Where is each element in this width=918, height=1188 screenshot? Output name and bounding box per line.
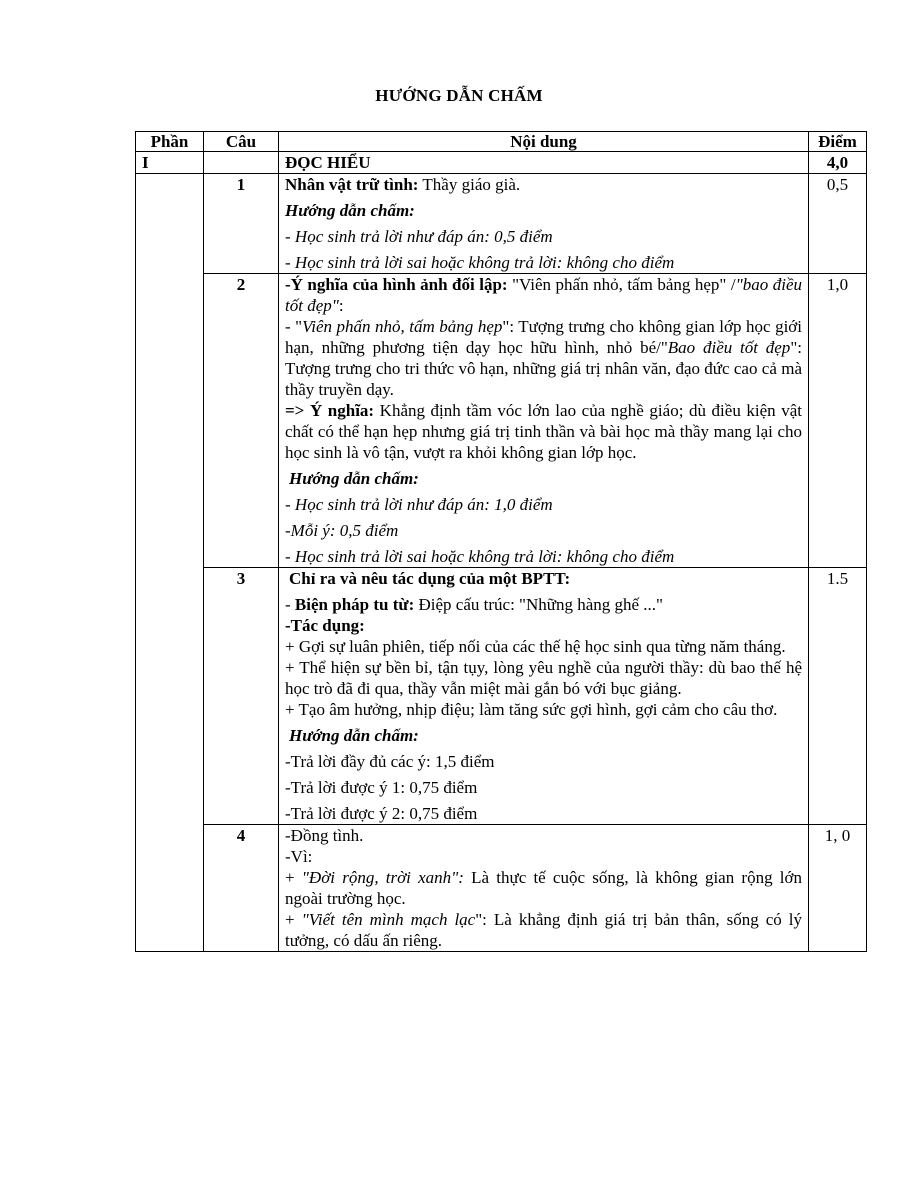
q2-guide-2: -Mỗi ý: 0,5 điểm: [285, 521, 399, 540]
q2-p1-b: ": Tượng trưng cho không gian lớp học giới hạn, những phương tiện dạy học hữu hình, nhỏ bé/": [285, 317, 803, 357]
q1-content: [279, 174, 809, 274]
q3-guide-1: -Trả lời đầy đủ các ý: 1,5 điểm: [285, 752, 495, 771]
q3-heading: Chỉ ra và nêu tác dụng của một BPTT:: [289, 569, 571, 588]
q3-effect-1: + Gợi sự luân phiên, tiếp nối của các thế hệ học sinh qua từng năm tháng.: [285, 637, 786, 656]
header-cau: Câu: [204, 132, 279, 152]
q4-cau: 4: [204, 825, 279, 952]
section-label: ĐỌC HIỂU: [279, 152, 809, 174]
q2-heading-italic: "bao điều tốt đẹp": [285, 275, 802, 315]
q2-heading-quote: "Viên phấn nhỏ, tấm bảng hẹp" /: [507, 275, 736, 294]
q3-cau: 3: [204, 568, 279, 825]
q2-cau: 2: [204, 274, 279, 568]
q4-a-plus: +: [285, 868, 302, 887]
header-noi-dung: Nội dung: [279, 132, 809, 152]
q2-p1-c: ": Tượng trưng cho tri thức vô hạn, những giá trị nhân văn, đạo đức cao cả mà thầy truyền dạy.: [285, 338, 802, 399]
table-row-q1: [136, 174, 867, 274]
q4-b-text: ": Là khẳng định giá trị bản thân, sống có lý tưởng, có dấu ấn riêng.: [285, 910, 802, 950]
q2-guide-1: - Học sinh trả lời như đáp án: 1,0 điểm: [285, 495, 553, 514]
q2-p1-a: - ": [285, 317, 303, 336]
q3-guide-2: -Trả lời được ý 1: 0,75 điểm: [285, 778, 478, 797]
q2-p1-italic-2: Bao điều tốt đẹp: [667, 338, 791, 357]
q4-b-plus: +: [285, 910, 302, 929]
q2-meaning-text: Khẳng định tầm vóc lớn lao của nghề giáo; dù điều kiện vật chất có thể hạn hẹp nhưng giá trị tinh thần và bài học mà thầy mang lại cho học sinh là vô tận, vượt ra khỏi không gian lớp học.: [285, 401, 802, 462]
q4-a-quote: "Đời rộng, trời xanh":: [301, 868, 464, 887]
q3-bp-dash: -: [285, 595, 295, 614]
q1-diem: 0,5: [809, 174, 867, 274]
q1-answer: Thầy giáo già.: [418, 175, 521, 194]
q1-guide-2: - Học sinh trả lời sai hoặc không trả lời: không cho điểm: [285, 253, 675, 272]
q4-a-text: Là thực tế cuộc sống, là không gian rộng lớn ngoài trường học.: [285, 868, 802, 908]
header-phan: Phần: [136, 132, 204, 152]
section-row: [136, 152, 867, 174]
q3-effect-label: -Tác dụng:: [285, 616, 365, 635]
q2-p1-italic: Viên phấn nhỏ, tấm bảng hẹp: [302, 317, 503, 336]
q3-bp-label: Biện pháp tu từ:: [294, 595, 415, 614]
q2-content: [279, 274, 809, 568]
header-diem: Điểm: [809, 132, 867, 152]
q3-effect-3: + Tạo âm hưởng, nhịp điệu; làm tăng sức gợi hình, gợi cảm cho câu thơ.: [285, 700, 778, 719]
grading-table: [135, 131, 867, 952]
q2-guide-label: Hướng dẫn chấm:: [289, 469, 419, 488]
phan-empty: [136, 174, 204, 952]
q4-line-1: -Đồng tình.: [285, 826, 364, 845]
q2-heading-end: :: [338, 296, 344, 315]
q3-effect-2: + Thể hiện sự bền bỉ, tận tụy, lòng yêu nghề của người thầy: dù bao thế hệ học trò đã đi qua, thầy vẫn miệt mài gắn bó với bục giảng.: [285, 658, 802, 698]
section-diem: 4,0: [809, 152, 867, 174]
q1-guide-1: - Học sinh trả lời như đáp án: 0,5 điểm: [285, 227, 553, 246]
section-phan: I: [136, 152, 204, 174]
table-header-row: [136, 132, 867, 152]
page-title: HƯỚNG DẪN CHẤM: [375, 86, 543, 105]
table-row-q3: [136, 568, 867, 825]
q4-b-quote: "Viết tên mình mạch lạc: [301, 910, 476, 929]
q3-guide-3: -Trả lời được ý 2: 0,75 điểm: [285, 804, 478, 823]
q3-bp-text: Điệp cấu trúc: "Những hàng ghế ...": [414, 595, 663, 614]
section-cau-empty: [204, 152, 279, 174]
q3-diem: 1.5: [809, 568, 867, 825]
q4-line-2: -Vì:: [285, 847, 313, 866]
q1-cau: 1: [204, 174, 279, 274]
q4-diem: 1, 0: [809, 825, 867, 952]
q4-content: [279, 825, 809, 952]
q2-diem: 1,0: [809, 274, 867, 568]
q3-guide-label: Hướng dẫn chấm:: [289, 726, 419, 745]
q3-content: [279, 568, 809, 825]
q1-guide-label: Hướng dẫn chấm:: [285, 201, 415, 220]
q2-guide-3: - Học sinh trả lời sai hoặc không trả lời: không cho điểm: [285, 547, 675, 566]
q2-meaning-label: => Ý nghĩa:: [285, 401, 375, 420]
table-row-q2: [136, 274, 867, 568]
q1-heading: Nhân vật trữ tình:: [285, 175, 419, 194]
table-row-q4: [136, 825, 867, 952]
q2-heading: -Ý nghĩa của hình ảnh đối lập:: [285, 275, 508, 294]
